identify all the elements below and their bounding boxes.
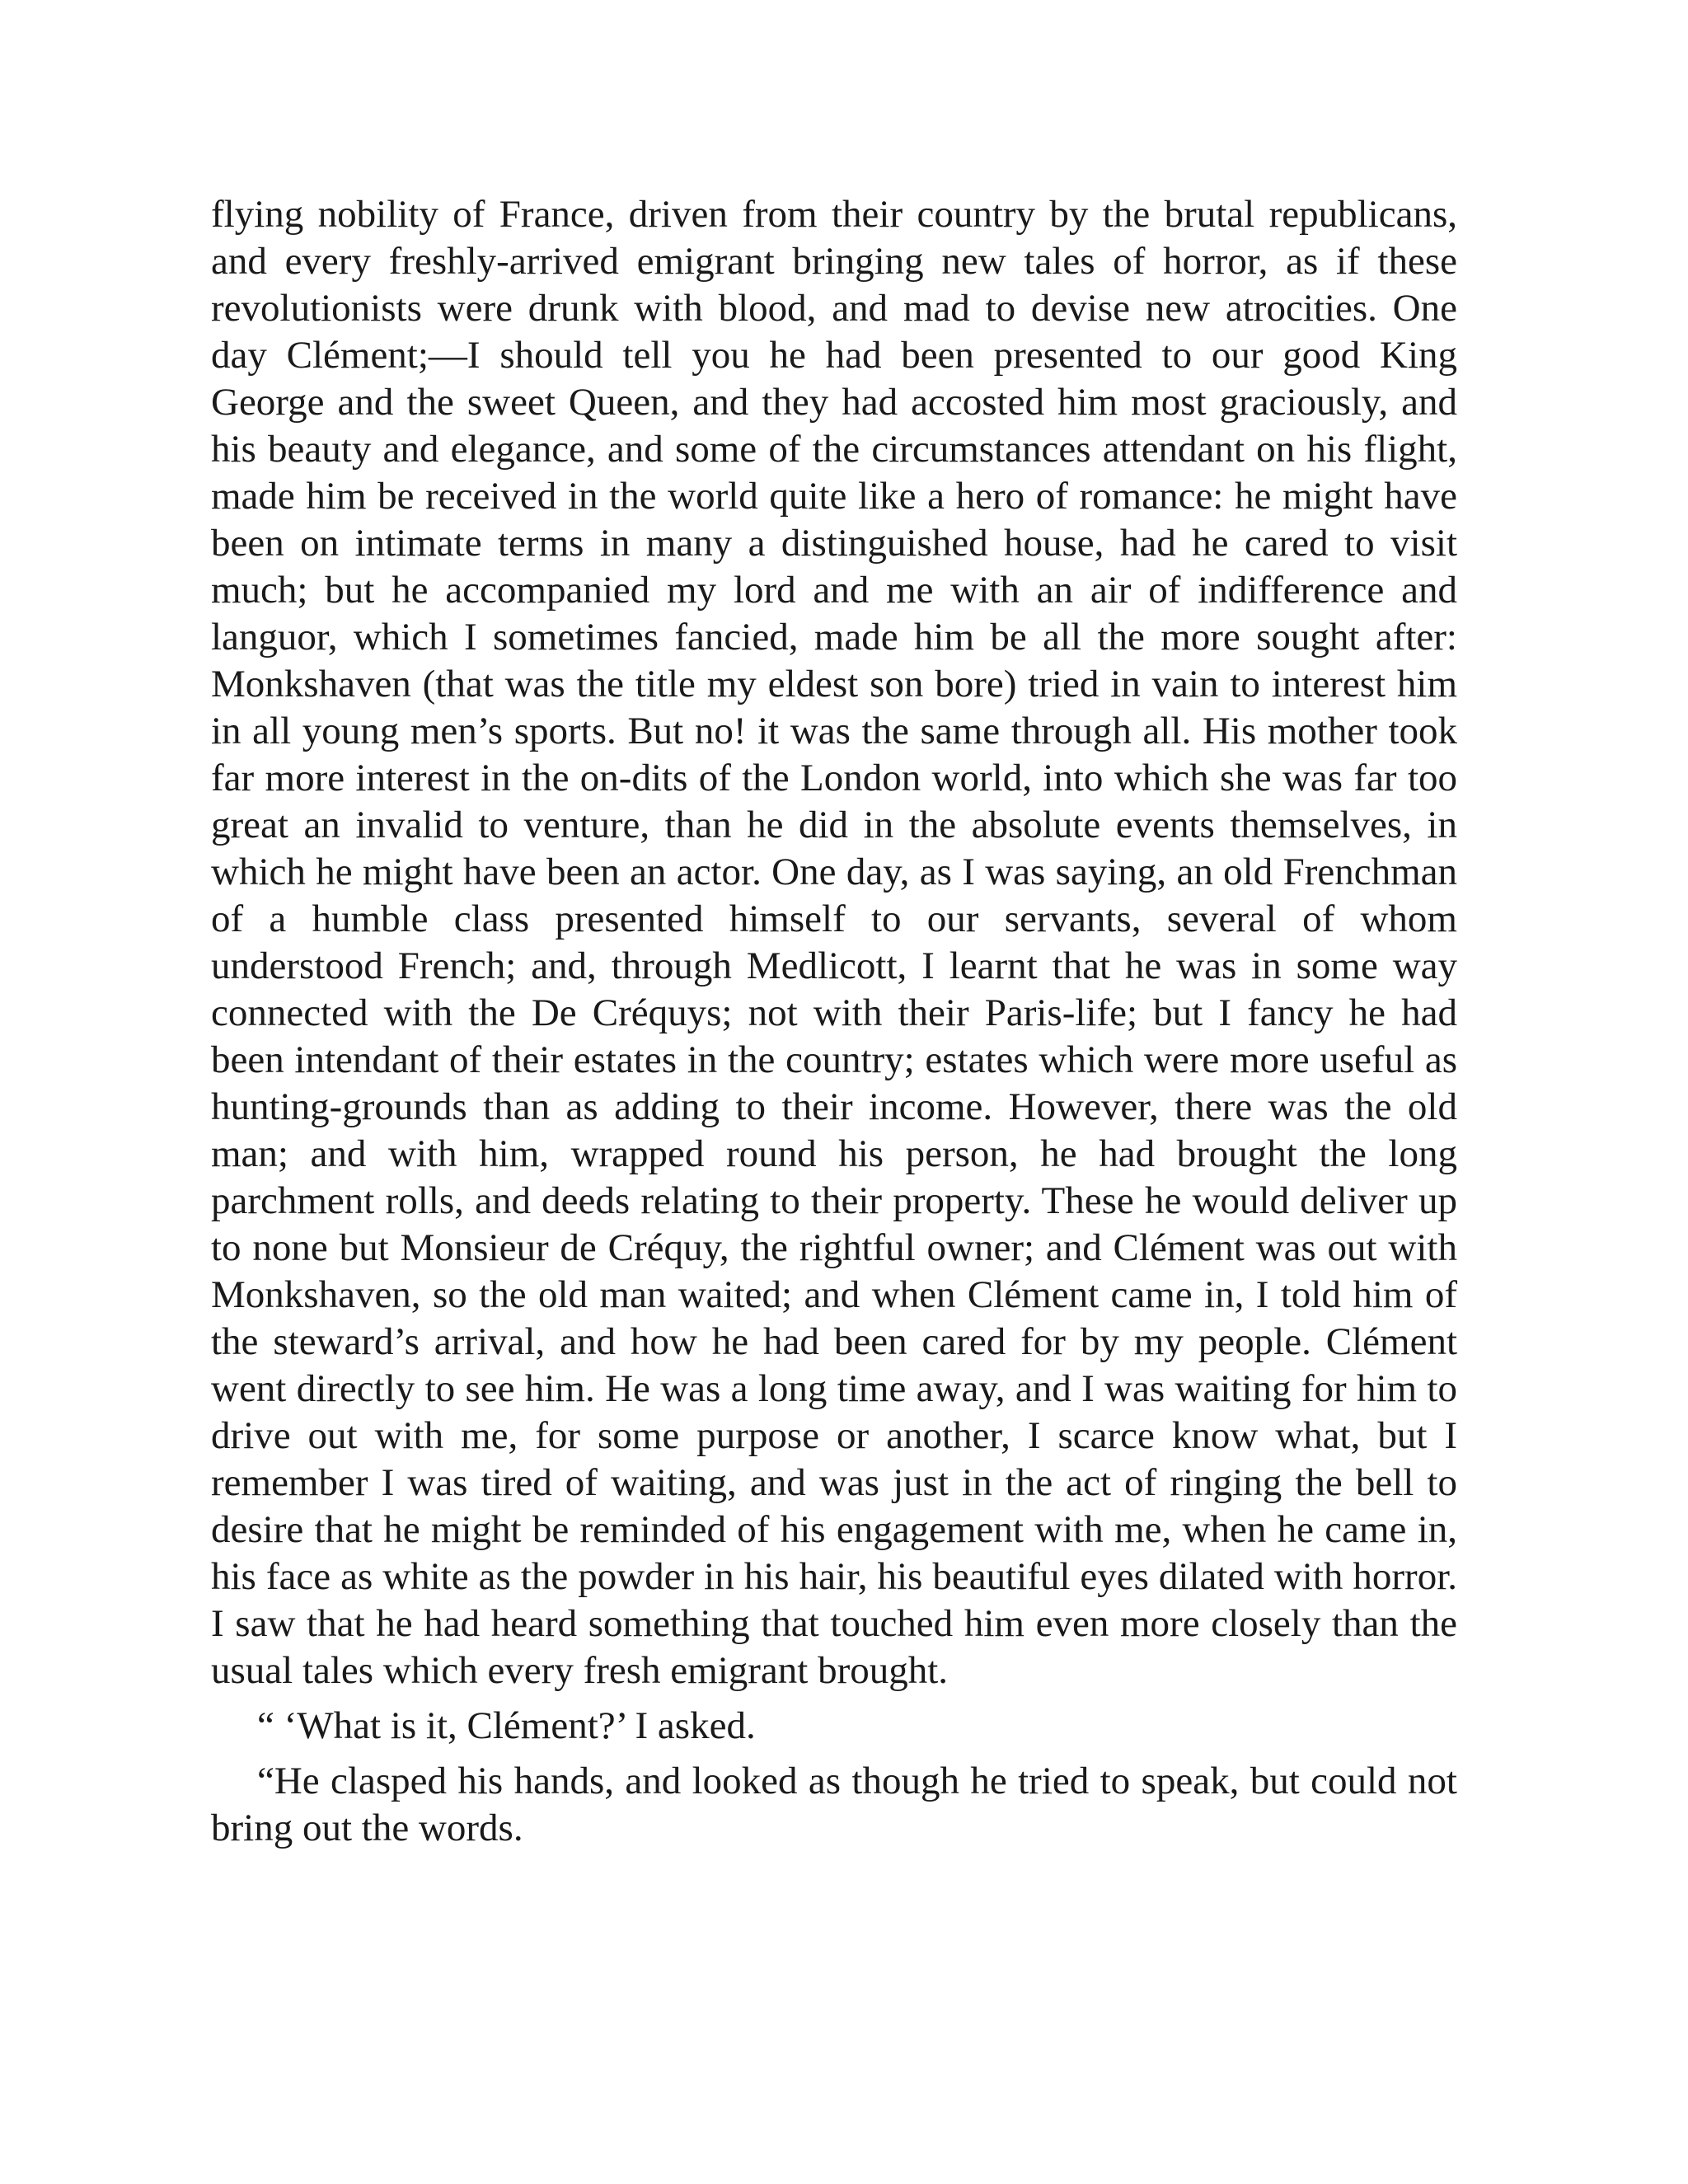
page-body <box>211 191 1457 1860</box>
paragraph: “He clasped his hands, and looked as though he tried to speak, but could not bring out the words. <box>211 1760 1457 1849</box>
paragraph: “ ‘What is it, Clément?’ I asked. <box>257 1704 756 1747</box>
paragraph: flying nobility of France, driven from their country by the brutal republicans, and every freshly-arrived emigrant bringing new tales of horror, as if these revolutionists were drunk with blood, and mad to devise new atrocities. One day Clément;—I should tell you he had been presented to our good King George and the sweet Queen, and they had accosted him most graciously, and his beauty and elegance, and some of the circumstances attendant on his flight, made him be received in the world quite like a hero of romance: he might have been on intimate terms in many a distinguished house, had he cared to visit much; but he accompanied my lord and me with an air of indifference and languor, which I sometimes fancied, made him be all the more sought after: Monkshaven (that was the title my eldest son bore) tried in vain to interest him in all young men’s sports. But no! it was the same through all. His mother took far more interest in the on-dits of the London world, into which she was far too great an invalid to venture, than he did in the absolute events themselves, in which he might have been an actor. One day, as I was saying, an old Frenchman of a humble class presented himself to our servants, several of whom understood French; and, through Medlicott, I learnt that he was in some way connected with the De Créquys; not with their Paris-life; but I fancy he had been intendant of their estates in the country; estates which were more useful as hunting-grounds than as adding to their income. However, there was the old man; and with him, wrapped round his person, he had brought the long parchment rolls, and deeds relating to their property. These he would deliver up to none but Monsieur de Créquy, the rightful owner; and Clément was out with Monkshaven, so the old man waited; and when Clément came in, I told him of the steward’s arrival, and how he had been cared for by my people. Clément went directly to see him. He was a long time away, and I was waiting for him to drive out with me, for some purpose or another, I scarce know what, but I remember I was tired of waiting, and was just in the act of ringing the bell to desire that he might be reminded of his engagement with me, when he came in, his face as white as the powder in his hair, his beautiful eyes dilated with horror. I saw that he had heard something that touched him even more closely than the usual tales which every fresh emigrant brought. <box>211 193 1457 1692</box>
